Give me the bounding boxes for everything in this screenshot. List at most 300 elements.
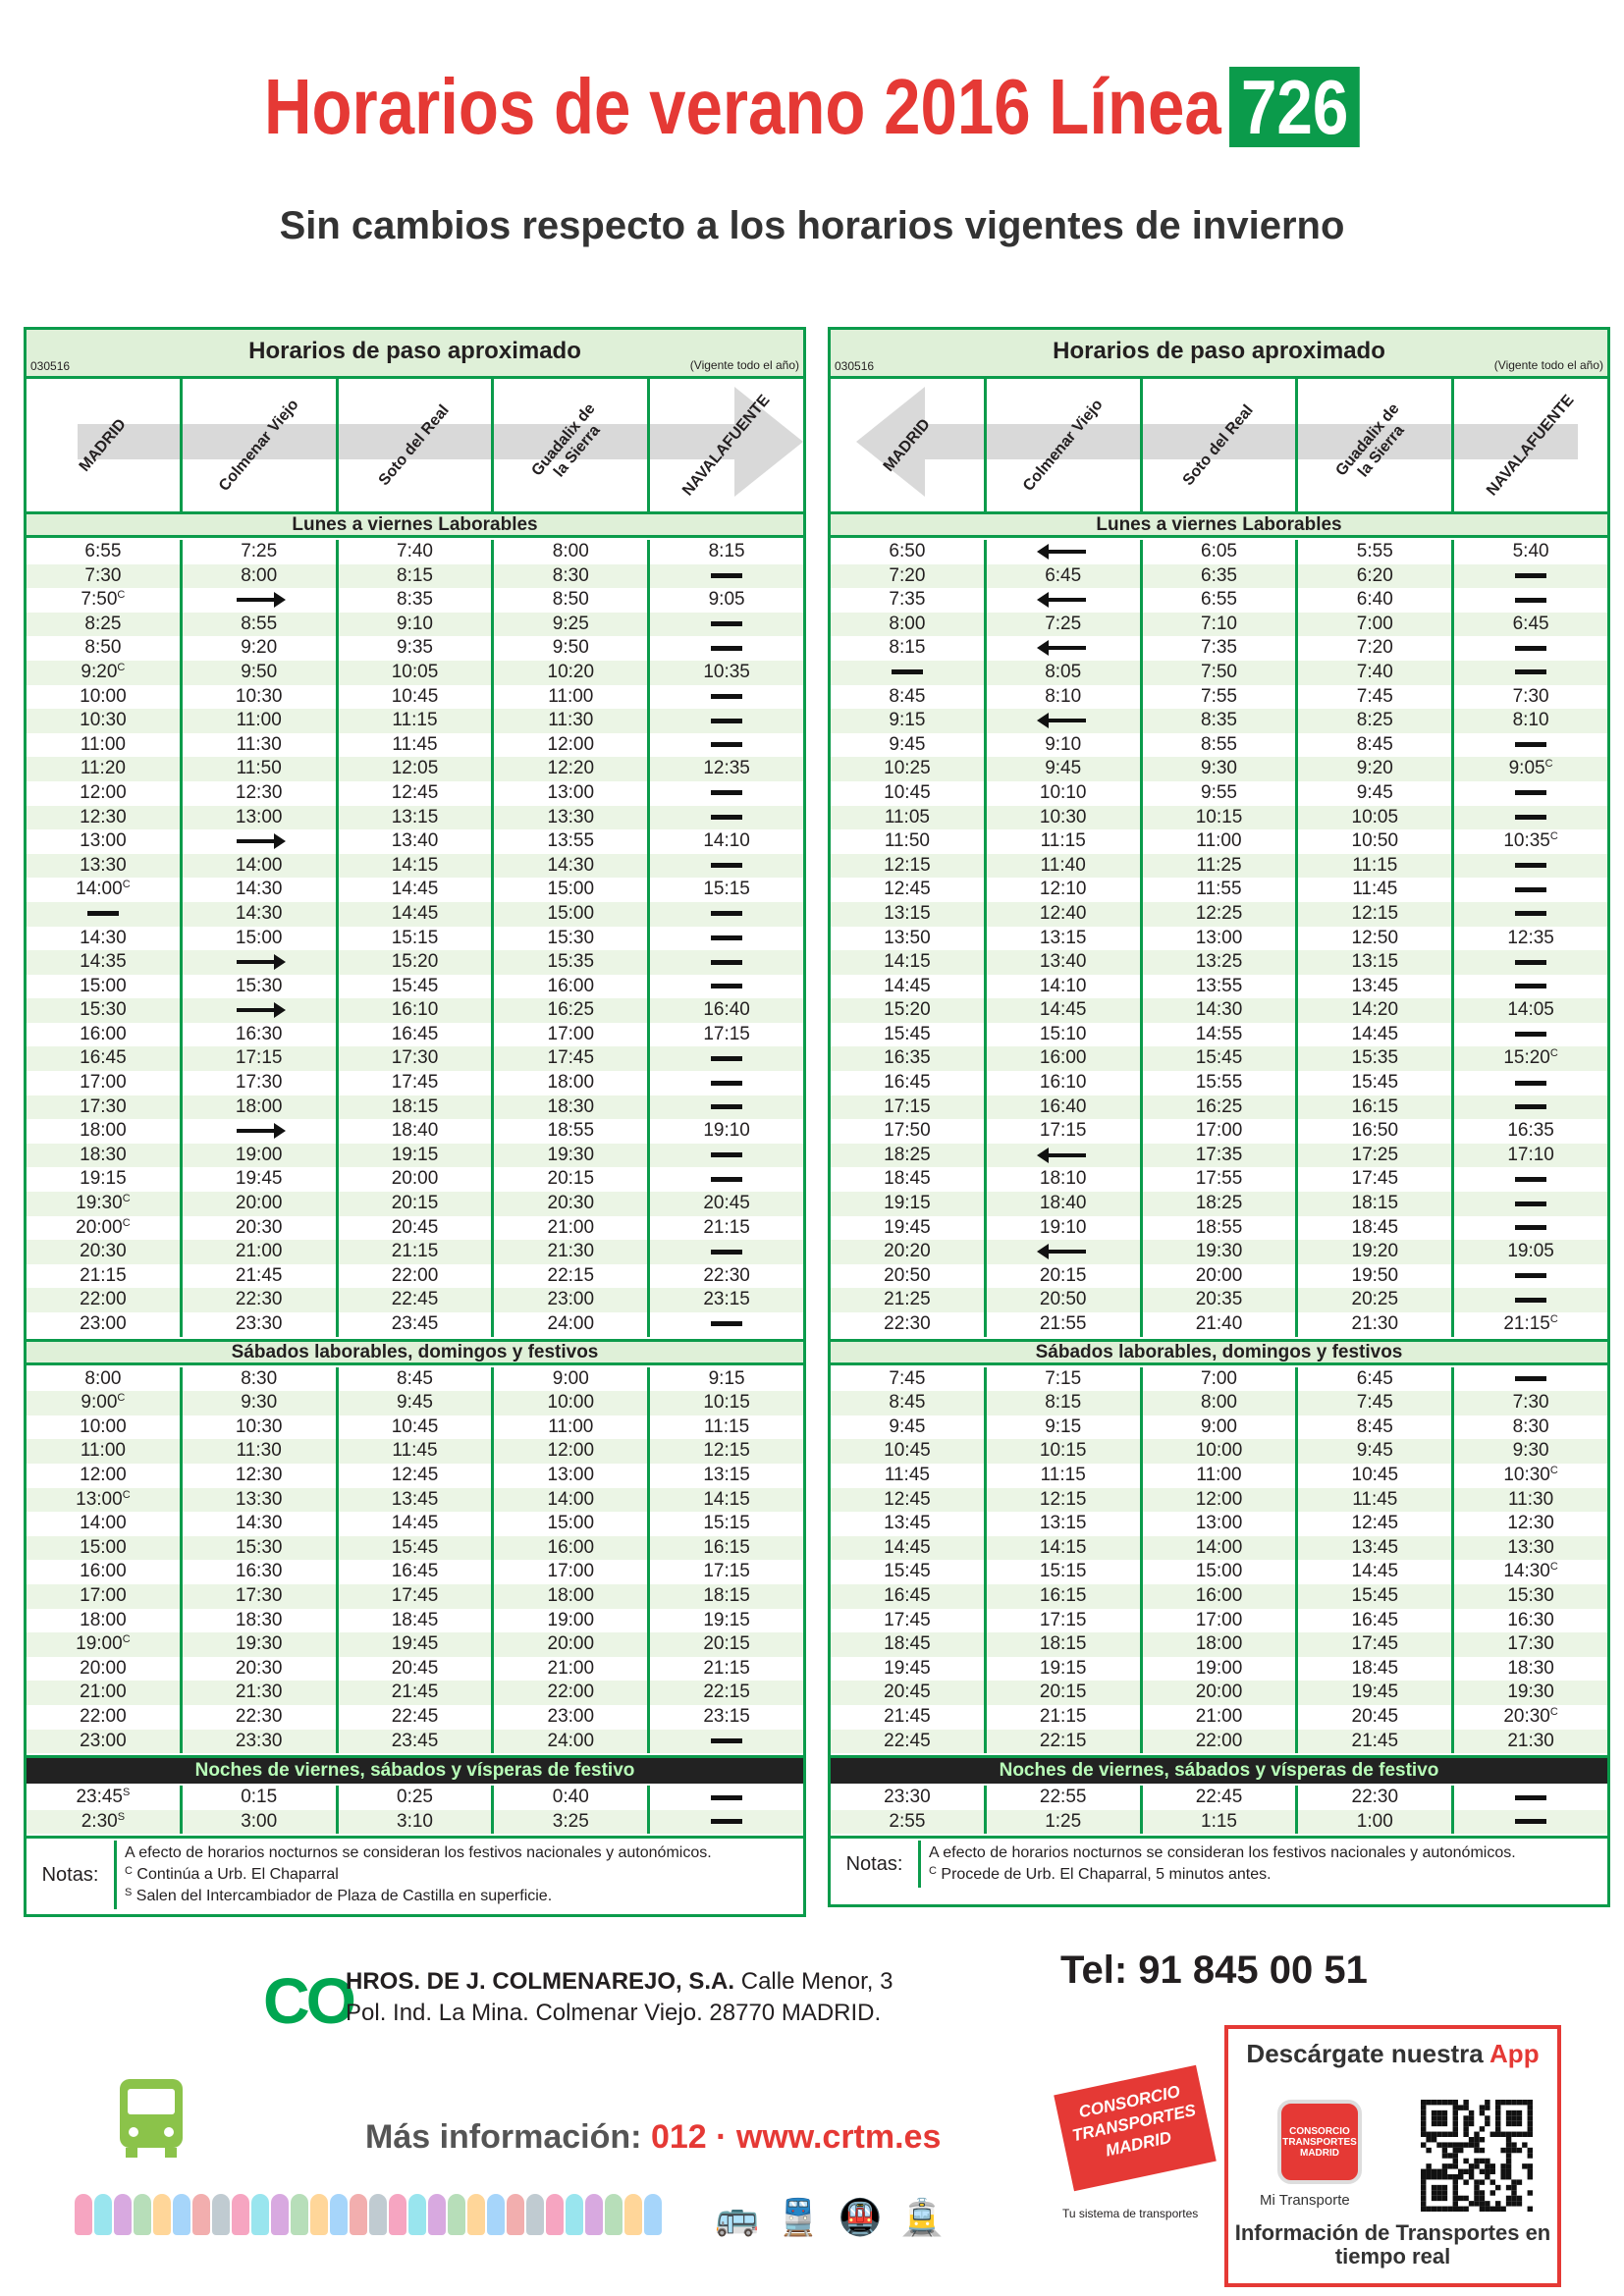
time-cell: 13:30	[183, 1488, 336, 1513]
stop-column	[339, 1367, 495, 1754]
time-cell: 17:00	[27, 1584, 180, 1609]
time-cell: 15:20	[339, 950, 492, 975]
stop-header	[27, 379, 183, 511]
time-cell: 16:45	[27, 1046, 180, 1071]
time-cell: 15:00	[80, 975, 127, 996]
time-cell: 20:45	[650, 1192, 803, 1216]
notes	[831, 1839, 1607, 1888]
time-cell: 17:00	[1195, 1609, 1243, 1630]
stop-column	[494, 1367, 650, 1754]
continues-arrow-icon	[237, 960, 282, 964]
no-service-dash	[711, 960, 742, 965]
time-cell: 12:50	[1351, 927, 1399, 948]
time-cell: 15:45	[884, 1023, 931, 1044]
time-cell: 15:15	[1039, 1561, 1087, 1582]
stop-name: NAVALAFUENTE	[679, 391, 774, 499]
time-cell: 22:55	[1039, 1787, 1087, 1808]
time-cell: 14:15	[339, 854, 492, 879]
time-cell	[1454, 1367, 1607, 1392]
time-cell: 13:15	[1039, 927, 1087, 948]
time-cell: 18:55	[547, 1120, 595, 1142]
stop-column	[987, 1367, 1143, 1754]
time-cell: $23:45^S$	[76, 1787, 131, 1808]
time-cell: 7:30	[27, 564, 180, 589]
time-cell: 9:45	[889, 733, 926, 755]
time-cell: 21:00	[27, 1681, 180, 1705]
continues-arrow-icon	[237, 1129, 282, 1133]
time-cell: 17:45	[339, 1584, 492, 1609]
time-cell: 12:00	[494, 1439, 647, 1464]
time-cell: 20:50	[884, 1264, 931, 1286]
time-cell: 5:40	[1512, 541, 1549, 561]
time-cell: 16:50	[1351, 1120, 1399, 1142]
time-cell	[650, 950, 803, 975]
section-times	[27, 1365, 803, 1759]
no-service-dash	[711, 1321, 742, 1326]
time-cell: 22:15	[547, 1264, 595, 1286]
no-service-dash	[1515, 1273, 1546, 1278]
time-cell: 8:45	[831, 1391, 984, 1415]
time-cell: 17:00	[547, 1023, 595, 1044]
person-icon	[251, 2194, 269, 2235]
time-cell	[650, 1095, 803, 1120]
time-cell: 18:30	[235, 1609, 283, 1630]
app-promo-title	[1228, 2039, 1557, 2069]
time-cell: 15:00	[547, 1513, 595, 1534]
time-cell: 12:15	[1298, 902, 1451, 927]
notes-text	[921, 1841, 1607, 1888]
time-cell: 12:30	[27, 806, 180, 830]
time-cell: 8:15	[889, 637, 926, 659]
time-cell: 16:15	[987, 1584, 1140, 1609]
stop-name: MADRID	[880, 415, 934, 475]
time-cell: $2:30^S$	[27, 1810, 180, 1835]
time-cell: 7:00	[1201, 1367, 1237, 1389]
time-cell: 3:00	[183, 1810, 336, 1835]
time-cell	[1454, 636, 1607, 661]
time-cell: 10:35	[650, 661, 803, 685]
time-cell: 11:30	[494, 709, 647, 733]
time-cell: 7:55	[1201, 685, 1237, 707]
time-cell: 6:55	[1201, 589, 1237, 611]
time-cell: 13:00	[547, 781, 595, 803]
time-cell	[650, 1167, 803, 1192]
time-cell	[1454, 902, 1607, 927]
time-cell: 15:30	[27, 998, 180, 1023]
time-cell: 16:00	[494, 1536, 647, 1561]
time-cell: 15:55	[1195, 1072, 1243, 1094]
time-cell: 10:25	[831, 757, 984, 781]
time-cell: 19:15	[1039, 1657, 1087, 1679]
stop-column	[494, 1786, 650, 1834]
panel-validity: (Vigente todo el año)	[689, 358, 799, 372]
time-cell: 9:25	[494, 613, 647, 637]
time-cell: 16:00	[80, 1023, 127, 1044]
time-cell: 18:15	[987, 1632, 1140, 1657]
time-cell	[1454, 1216, 1607, 1241]
time-cell: 15:45	[1298, 1584, 1451, 1609]
time-cell: 21:25	[831, 1288, 984, 1312]
person-icon	[526, 2194, 544, 2235]
time-cell: 21:15	[80, 1264, 127, 1286]
time-cell	[1454, 1288, 1607, 1312]
time-cell: 22:30	[235, 1705, 283, 1727]
time-cell: 11:30	[1454, 1488, 1607, 1513]
time-cell: 20:30	[235, 1216, 283, 1238]
time-cell: 23:30	[235, 1313, 283, 1334]
time-cell: 21:30	[1454, 1730, 1607, 1754]
no-service-dash	[711, 694, 742, 699]
stop-column	[183, 540, 339, 1337]
time-cell: 9:30	[183, 1391, 336, 1415]
section-times	[831, 1365, 1607, 1759]
time-cell: 13:45	[1351, 975, 1399, 996]
time-cell: 14:20	[1298, 998, 1451, 1023]
time-cell: 14:45	[1351, 1023, 1399, 1044]
section-header: Sábados laborables, domingos y festivos	[27, 1342, 803, 1365]
time-cell: 24:00	[494, 1730, 647, 1754]
time-cell: 12:10	[1039, 879, 1087, 900]
time-cell: 8:35	[1143, 709, 1296, 733]
time-cell: 17:15	[703, 1561, 750, 1582]
bus-mode-icon: 🚌	[715, 2197, 759, 2237]
time-cell: 10:30	[235, 1415, 283, 1437]
time-cell: $9:05^C$	[1454, 757, 1607, 781]
time-cell: 11:45	[1298, 1488, 1451, 1513]
section-header: Noches de viernes, sábados y vísperas de festivo	[831, 1758, 1607, 1784]
time-cell: 18:00	[1143, 1632, 1296, 1657]
time-cell: 14:15	[650, 1488, 803, 1513]
time-cell: 15:30	[1454, 1584, 1607, 1609]
time-cell: 22:00	[1143, 1730, 1296, 1754]
time-cell: 16:30	[1507, 1609, 1554, 1630]
info-phone-link[interactable]: 012	[650, 2118, 707, 2156]
time-cell: 19:15	[80, 1168, 127, 1190]
company-logo: CO	[263, 1964, 352, 2037]
person-icon	[310, 2194, 328, 2235]
time-cell: 17:35	[1143, 1144, 1296, 1168]
no-service-dash	[1515, 1819, 1546, 1824]
time-cell	[183, 1119, 336, 1144]
time-cell: 23:15	[650, 1288, 803, 1312]
time-cell: 21:40	[1195, 1313, 1243, 1334]
time-cell: 10:30	[235, 685, 283, 707]
time-cell: 12:00	[80, 1464, 127, 1485]
panel-validity: (Vigente todo el año)	[1493, 358, 1603, 372]
time-cell: 16:15	[1298, 1095, 1451, 1120]
time-cell: 11:50	[884, 830, 930, 852]
time-cell: 19:45	[884, 1216, 931, 1238]
no-service-dash	[1515, 573, 1546, 578]
time-cell: 7:10	[1143, 613, 1296, 637]
time-cell: 21:30	[1351, 1313, 1399, 1334]
time-cell	[1454, 1167, 1607, 1192]
no-service-dash	[1515, 887, 1546, 892]
continues-arrow-icon	[237, 1008, 282, 1012]
panel-code: 030516	[30, 359, 71, 373]
no-service-dash	[711, 863, 742, 868]
time-cell: 14:45	[987, 998, 1140, 1023]
time-cell: 10:45	[831, 1439, 984, 1464]
time-cell: 20:45	[1351, 1705, 1399, 1727]
time-cell: 18:45	[884, 1168, 931, 1190]
section-times	[831, 538, 1607, 1342]
time-cell: 6:35	[1143, 564, 1296, 589]
time-cell: 23:00	[80, 1313, 127, 1334]
time-cell: 14:45	[1351, 1561, 1399, 1582]
stops-row	[831, 379, 1607, 514]
page-title	[130, 63, 1493, 150]
time-cell: 8:50	[84, 637, 122, 659]
person-icon	[173, 2194, 190, 2235]
stop-name: Guadalix de la Sierra	[528, 400, 604, 480]
time-cell: 14:30	[183, 902, 336, 927]
time-cell: 20:30	[235, 1657, 283, 1679]
stop-name: NAVALAFUENTE	[1484, 391, 1578, 499]
time-cell: 12:00	[547, 733, 595, 755]
time-cell: $9:00^C$	[27, 1391, 180, 1415]
time-cell: 11:50	[183, 757, 336, 781]
continues-arrow-icon	[1041, 1250, 1086, 1254]
stop-column	[831, 1367, 987, 1754]
stop-column	[1454, 1786, 1607, 1834]
time-cell: 19:20	[1298, 1240, 1451, 1264]
time-cell: 23:45	[391, 1313, 439, 1334]
time-cell: 17:00	[547, 1561, 595, 1582]
time-cell: 17:15	[703, 1023, 750, 1044]
no-service-dash	[711, 1795, 742, 1800]
time-cell: 10:00	[1143, 1439, 1296, 1464]
stop-header	[987, 379, 1143, 511]
time-cell: 21:15	[703, 1657, 750, 1679]
time-cell: 15:45	[1143, 1046, 1296, 1071]
time-cell: 13:45	[339, 1488, 492, 1513]
no-service-dash	[1515, 790, 1546, 795]
time-cell: 17:55	[1195, 1168, 1243, 1190]
time-cell: 16:00	[1143, 1584, 1296, 1609]
time-cell: 16:25	[494, 998, 647, 1023]
person-icon	[546, 2194, 564, 2235]
no-service-dash	[711, 935, 742, 940]
more-info	[365, 2118, 941, 2157]
time-cell: 14:45	[831, 1536, 984, 1561]
time-cell: 17:10	[1454, 1144, 1607, 1168]
stop-column	[1298, 1367, 1454, 1754]
time-cell: 9:30	[1454, 1439, 1607, 1464]
time-cell	[1454, 588, 1607, 613]
stop-column	[1143, 1367, 1299, 1754]
time-cell	[650, 927, 803, 951]
note-line: $^C$ Continúa a Urb. El Chaparral	[125, 1865, 339, 1884]
time-cell: 14:30	[235, 1513, 283, 1534]
time-cell	[650, 613, 803, 637]
time-cell: 11:00	[1196, 1464, 1242, 1485]
time-cell: 0:15	[241, 1787, 278, 1808]
transport-modes	[715, 2197, 944, 2238]
time-cell: 11:00	[548, 685, 594, 707]
time-cell	[987, 540, 1140, 564]
time-cell: 1:25	[987, 1810, 1140, 1835]
time-cell: 19:45	[339, 1632, 492, 1657]
no-service-dash	[711, 790, 742, 795]
time-cell: 19:15	[703, 1609, 750, 1630]
time-cell	[1454, 781, 1607, 806]
info-web-link[interactable]: www.crtm.es	[735, 2118, 942, 2156]
time-cell: 6:45	[1356, 1367, 1393, 1389]
time-cell: 12:15	[650, 1439, 803, 1464]
time-cell: 13:40	[391, 830, 439, 852]
time-cell: 9:50	[552, 637, 589, 659]
time-cell: 8:25	[1298, 709, 1451, 733]
time-cell: 19:30	[494, 1144, 647, 1168]
time-cell: $10:35^C$	[1503, 830, 1558, 852]
time-cell	[987, 588, 1140, 613]
time-cell	[987, 1144, 1140, 1168]
time-cell: 22:45	[1195, 1787, 1243, 1808]
app-icon[interactable]: CONSORCIO TRANSPORTES MADRID	[1277, 2100, 1362, 2184]
time-cell: 15:35	[494, 950, 647, 975]
stop-column	[1298, 540, 1454, 1337]
time-cell: 6:20	[1298, 564, 1451, 589]
time-cell: 14:00	[494, 1488, 647, 1513]
no-service-dash	[1515, 984, 1546, 988]
time-cell: 16:10	[1039, 1072, 1087, 1094]
time-cell: 21:00	[1195, 1705, 1243, 1727]
time-cell: 19:45	[884, 1657, 931, 1679]
person-icon	[408, 2194, 426, 2235]
time-cell: 3:10	[339, 1810, 492, 1835]
time-cell: 13:00	[183, 806, 336, 830]
no-service-dash	[711, 815, 742, 820]
person-icon	[153, 2194, 171, 2235]
time-cell: 13:55	[1195, 975, 1243, 996]
person-icon	[94, 2194, 112, 2235]
time-cell: 14:00	[183, 854, 336, 879]
time-cell: 23:00	[547, 1705, 595, 1727]
no-service-dash	[711, 1250, 742, 1255]
time-cell: 9:20	[241, 637, 278, 659]
time-cell: 19:45	[1298, 1681, 1451, 1705]
time-cell: $14:00^C$	[76, 879, 131, 900]
person-icon	[291, 2194, 308, 2235]
time-cell: 18:45	[1351, 1657, 1399, 1679]
panel-header	[27, 330, 803, 379]
time-cell: 5:55	[1356, 541, 1393, 561]
time-cell	[650, 902, 803, 927]
time-cell: 11:15	[704, 1415, 750, 1437]
time-cell: 8:45	[1356, 733, 1393, 755]
qr-code-icon[interactable]	[1421, 2100, 1533, 2212]
time-cell: 15:15	[703, 1513, 750, 1534]
person-icon	[350, 2194, 367, 2235]
no-service-dash	[1515, 863, 1546, 868]
time-cell: 22:00	[391, 1264, 439, 1286]
person-icon	[487, 2194, 505, 2235]
person-icon	[330, 2194, 348, 2235]
time-cell: 12:30	[235, 781, 283, 803]
time-cell: 8:05	[987, 661, 1140, 685]
time-cell: 13:15	[1039, 1513, 1087, 1534]
time-cell: 23:00	[494, 1288, 647, 1312]
time-cell: 18:00	[547, 1072, 595, 1094]
continues-arrow-icon	[237, 839, 282, 843]
time-cell: 20:45	[831, 1681, 984, 1705]
time-cell: 16:00	[987, 1046, 1140, 1071]
time-cell: 13:45	[884, 1513, 931, 1534]
time-cell: 7:35	[1201, 637, 1237, 659]
time-cell: 6:50	[889, 541, 926, 561]
no-service-dash	[711, 1152, 742, 1157]
no-service-dash	[711, 1819, 742, 1824]
time-cell: $19:00^C$	[27, 1632, 180, 1657]
no-service-dash	[1515, 1376, 1546, 1381]
time-cell: 19:30	[183, 1632, 336, 1657]
no-service-dash	[1515, 1081, 1546, 1086]
time-cell: 20:35	[1143, 1288, 1296, 1312]
time-cell	[650, 1786, 803, 1810]
time-cell	[650, 1730, 803, 1754]
time-cell	[183, 588, 336, 613]
time-cell: 16:40	[650, 998, 803, 1023]
continues-arrow-icon	[1041, 1153, 1086, 1157]
time-cell: 15:15	[391, 927, 439, 948]
time-cell: 18:30	[1507, 1657, 1554, 1679]
time-cell: 7:50	[1143, 661, 1296, 685]
time-cell	[987, 709, 1140, 733]
time-cell: 20:00	[80, 1657, 127, 1679]
time-cell: 13:15	[703, 1464, 750, 1485]
stop-column	[650, 1786, 803, 1834]
time-cell: 14:15	[831, 950, 984, 975]
time-cell: 8:30	[1512, 1415, 1549, 1437]
time-cell	[183, 950, 336, 975]
time-cell: 10:05	[1298, 806, 1451, 830]
time-cell: 16:00	[547, 975, 595, 996]
time-cell: 13:15	[1298, 950, 1451, 975]
time-cell: 14:10	[1039, 975, 1087, 996]
more-info-label: Más información:	[365, 2118, 642, 2156]
time-cell: 13:40	[987, 950, 1140, 975]
time-cell: 17:15	[1039, 1609, 1087, 1630]
company-street: Calle Menor, 3	[734, 1968, 893, 1995]
person-icon	[192, 2194, 210, 2235]
time-cell: 9:45	[987, 757, 1140, 781]
company-city: Pol. Ind. La Mina. Colmenar Viejo. 28770 MADRID.	[346, 2000, 882, 2026]
time-cell: 15:20	[831, 998, 984, 1023]
person-icon	[467, 2194, 485, 2235]
person-icon	[507, 2194, 524, 2235]
time-cell: 11:15	[1298, 854, 1451, 879]
time-cell: 6:45	[1454, 613, 1607, 637]
time-cell: 11:45	[884, 1464, 930, 1485]
time-cell: $20:00^C$	[76, 1216, 131, 1238]
time-cell: 22:00	[494, 1681, 647, 1705]
time-cell: 14:30	[235, 879, 283, 900]
time-cell: 18:15	[1298, 1192, 1451, 1216]
time-cell: 19:00	[183, 1144, 336, 1168]
no-service-dash	[1515, 598, 1546, 603]
time-cell: 10:00	[80, 685, 127, 707]
time-cell: 7:20	[831, 564, 984, 589]
time-cell: 8:45	[889, 685, 926, 707]
no-service-dash	[711, 1081, 742, 1086]
time-cell: 0:25	[397, 1787, 433, 1808]
time-cell: 20:15	[339, 1192, 492, 1216]
train-mode-icon: 🚆	[776, 2197, 821, 2237]
time-cell	[650, 781, 803, 806]
time-cell: 22:00	[27, 1288, 180, 1312]
time-cell: 18:40	[987, 1192, 1140, 1216]
